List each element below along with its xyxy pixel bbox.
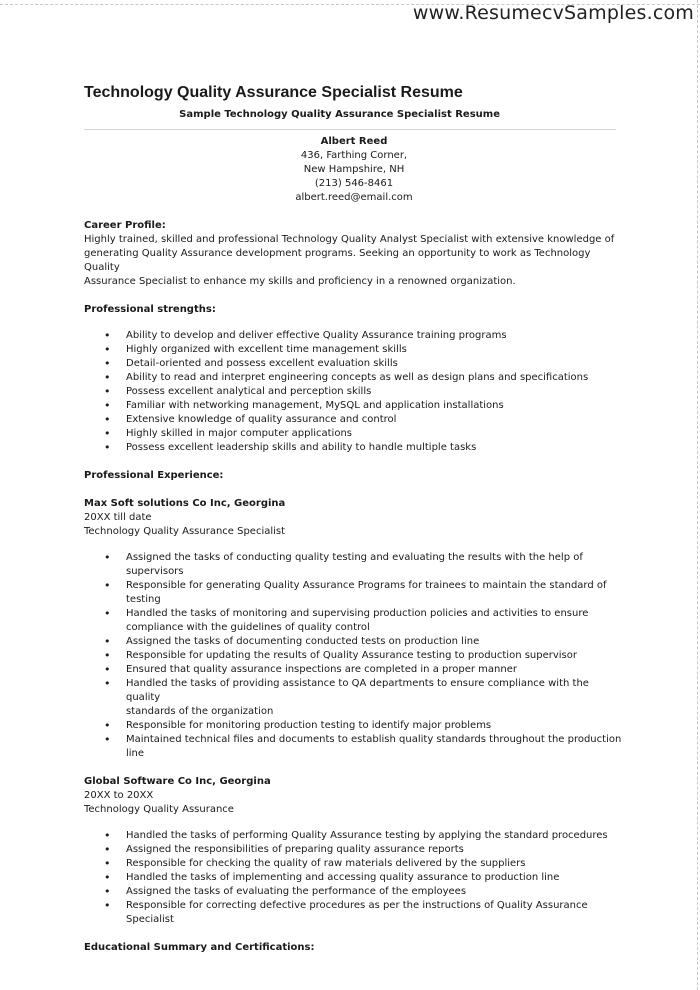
job-company: Global Software Co Inc, Georgina xyxy=(84,776,271,787)
bullet-icon: • xyxy=(104,413,111,426)
bullet-icon: • xyxy=(104,357,111,370)
list-item: • Possess excellent leadership skills and ability to handle multiple tasks xyxy=(104,441,477,454)
list-item: • Handled the tasks of monitoring and supervising production policies and activities to ensure xyxy=(104,607,589,620)
resume-document xyxy=(84,84,624,955)
list-item: • Assigned the responsibilities of preparing quality assurance reports xyxy=(104,843,464,856)
strengths-list xyxy=(84,329,624,455)
bullet-icon: • xyxy=(104,579,111,592)
list-item: • Assigned the tasks of conducting quality testing and evaluating the results with the help of supervisors xyxy=(104,551,583,577)
career-profile-line: Assurance Specialist to enhance my skills and proficiency in a renowned organization. xyxy=(84,276,516,287)
job-dates: 20XX to 20XX xyxy=(84,790,154,801)
list-item: • Extensive knowledge of quality assurance and control xyxy=(104,413,397,426)
bullet-icon: • xyxy=(104,427,111,440)
address-line-2: New Hampshire, NH xyxy=(303,164,405,175)
list-item: • Assigned the tasks of documenting conducted tests on production line xyxy=(104,635,480,648)
bullet-icon: • xyxy=(104,441,111,454)
candidate-name: Albert Reed xyxy=(320,136,388,147)
email-address: albert.reed@email.com xyxy=(295,192,413,203)
experience-heading: Professional Experience: xyxy=(84,470,224,481)
resume-subtitle: Sample Technology Quality Assurance Specialist Resume xyxy=(179,109,500,120)
job-company: Max Soft solutions Co Inc, Georgina xyxy=(84,498,286,509)
bullet-icon: • xyxy=(104,733,111,746)
list-item: • Assigned the tasks of evaluating the performance of the employees xyxy=(104,885,467,898)
career-profile-line: Highly trained, skilled and professional Technology Quality Analyst Specialist with extensive knowledge of xyxy=(84,234,615,245)
site-watermark: www.ResumecvSamples.com xyxy=(412,2,694,24)
bullet-icon: • xyxy=(104,885,111,898)
list-item: • Handled the tasks of implementing and accessing quality assurance to production line xyxy=(104,871,560,884)
job-role: Technology Quality Assurance xyxy=(84,804,234,815)
job-role: Technology Quality Assurance Specialist xyxy=(84,526,286,537)
career-profile-heading: Career Profile: xyxy=(84,220,166,231)
list-item: • Detail-oriented and possess excellent evaluation skills xyxy=(104,357,398,370)
list-item: • Familiar with networking management, MySQL and application installations xyxy=(104,399,504,412)
bullet-icon: • xyxy=(104,385,111,398)
bullet-icon: • xyxy=(104,635,111,648)
strengths-heading: Professional strengths: xyxy=(84,304,216,315)
education-heading: Educational Summary and Certifications: xyxy=(84,942,315,953)
address-line-1: 436, Farthing Corner, xyxy=(300,150,408,161)
career-profile-text xyxy=(84,233,624,289)
bullet-icon: • xyxy=(104,371,111,384)
list-item-continuation: standards of the organization xyxy=(126,706,274,717)
bullet-icon: • xyxy=(104,677,111,690)
phone-number: (213) 546-8461 xyxy=(314,178,394,189)
list-item: • Responsible for generating Quality Assurance Programs for trainees to maintain the standard of testing xyxy=(104,579,607,605)
list-item: • Responsible for correcting defective procedures as per the instructions of Quality Assurance Specialist xyxy=(104,899,588,925)
list-item: • Handled the tasks of providing assistance to QA departments to ensure compliance with the quality xyxy=(104,677,589,703)
list-item: • Responsible for monitoring production testing to identify major problems xyxy=(104,719,492,732)
bullet-icon: • xyxy=(104,843,111,856)
bullet-icon: • xyxy=(104,857,111,870)
list-item: • Ensured that quality assurance inspections are completed in a proper manner xyxy=(104,663,517,676)
bullet-icon: • xyxy=(104,871,111,884)
list-item: • Responsible for checking the quality of raw materials delivered by the suppliers xyxy=(104,857,526,870)
job-dates: 20XX till date xyxy=(84,512,152,523)
header-divider xyxy=(84,129,616,130)
bullet-icon: • xyxy=(104,551,111,564)
bullet-icon: • xyxy=(104,719,111,732)
bullet-icon: • xyxy=(104,399,111,412)
bullet-icon: • xyxy=(104,607,111,620)
list-item: • Highly organized with excellent time management skills xyxy=(104,343,407,356)
list-item: • Ability to read and interpret engineering concepts as well as design plans and specifications xyxy=(104,371,589,384)
list-item: • Maintained technical files and documents to establish quality standards throughout the production line xyxy=(104,733,622,759)
bullet-icon: • xyxy=(104,663,111,676)
list-item-continuation: compliance with the guidelines of quality control xyxy=(126,622,370,633)
career-profile-line: generating Quality Assurance development programs. Seeking an opportunity to work as Technology Quality xyxy=(84,248,591,273)
bullet-icon: • xyxy=(104,899,111,912)
resume-title: Technology Quality Assurance Specialist Resume xyxy=(84,84,463,101)
list-item: • Ability to develop and deliver effective Quality Assurance training programs xyxy=(104,329,507,342)
list-item: • Handled the tasks of performing Quality Assurance testing by applying the standard procedures xyxy=(104,829,608,842)
job-duties-list xyxy=(84,551,624,761)
bullet-icon: • xyxy=(104,329,111,342)
list-item: • Responsible for updating the results of Quality Assurance testing to production supervisor xyxy=(104,649,578,662)
bullet-icon: • xyxy=(104,829,111,842)
list-item: • Highly skilled in major computer applications xyxy=(104,427,353,440)
list-item: • Possess excellent analytical and perception skills xyxy=(104,385,372,398)
contact-block xyxy=(84,135,624,205)
job-duties-list xyxy=(84,829,624,927)
bullet-icon: • xyxy=(104,343,111,356)
bullet-icon: • xyxy=(104,649,111,662)
page-border-right xyxy=(697,0,698,990)
